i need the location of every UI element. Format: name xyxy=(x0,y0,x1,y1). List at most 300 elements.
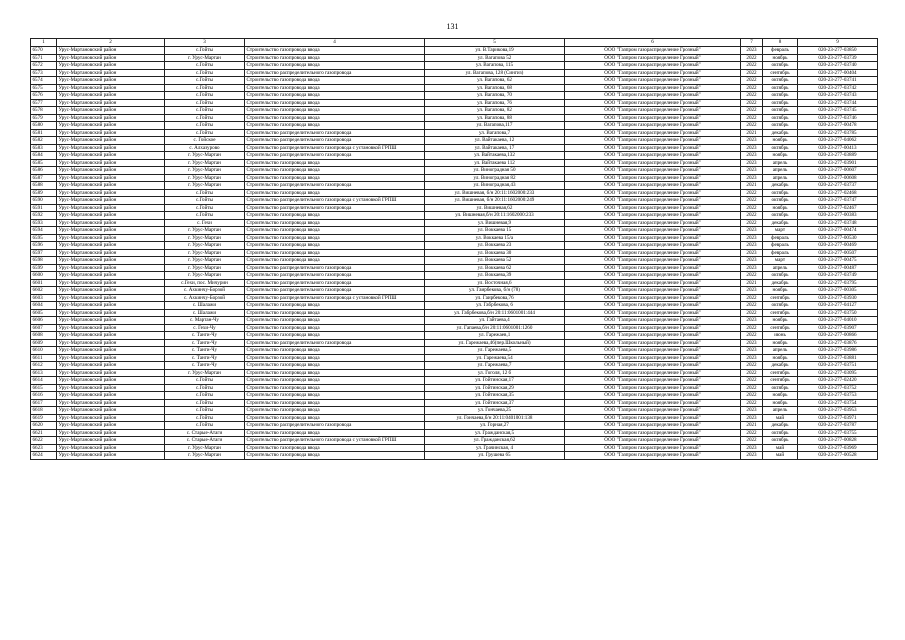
table-cell: ООО "Газпром газораспределение Грозный" xyxy=(565,347,741,355)
table-cell: 020-22-277-00866 xyxy=(798,332,878,340)
table-cell: Строительство газопровода ввода xyxy=(245,167,425,175)
table-cell: октябрь xyxy=(763,437,798,445)
table-cell: с.Гойты xyxy=(165,407,245,415)
table-row xyxy=(31,287,878,295)
table-cell: 020-23-277-02468 xyxy=(798,189,878,197)
table-cell: Урус-Мартановский район xyxy=(57,437,165,445)
table-cell: с.Гойты xyxy=(165,129,245,137)
table-cell: Урус-Мартановский район xyxy=(57,414,165,422)
table-cell: г. Урус-Мартан xyxy=(165,227,245,235)
table-cell: 2023 xyxy=(741,317,763,325)
table-cell: Строительство распределительного газопровода xyxy=(245,69,425,77)
table-row xyxy=(31,137,878,145)
table-cell: Строительство распределительного газопровода с установкой ГРПШ xyxy=(245,144,425,152)
table-cell: ООО "Газпром газораспределение Грозный" xyxy=(565,129,741,137)
table-cell: ноябрь xyxy=(763,339,798,347)
table-cell: ул. Вайтакаева 112 xyxy=(425,159,565,167)
table-cell: ООО "Газпром газораспределение Грозный" xyxy=(565,227,741,235)
table-cell: 020-23-277-00404 xyxy=(798,69,878,77)
table-row xyxy=(31,302,878,310)
table-cell: с. Шалажи xyxy=(165,302,245,310)
table-cell: с. Шалажи xyxy=(165,309,245,317)
table-cell: 2021 xyxy=(741,279,763,287)
table-cell: ноябрь xyxy=(763,152,798,160)
table-cell: май xyxy=(763,444,798,452)
table-cell: ул. Гарежаева,46(пер.Школьный) xyxy=(425,339,565,347)
table-row xyxy=(31,347,878,355)
table-cell: сентябрь xyxy=(763,69,798,77)
table-cell: 020-23-277-03752 xyxy=(798,384,878,392)
table-cell: ООО "Газпром газораспределение Грозный" xyxy=(565,272,741,280)
table-cell: 2023 xyxy=(741,242,763,250)
table-row xyxy=(31,324,878,332)
table-cell: ул. В.Тарикова,19 xyxy=(425,47,565,55)
table-cell: Строительство газопровода ввода xyxy=(245,77,425,85)
table-cell: 020-23-277-03969 xyxy=(798,444,878,452)
table-cell: с. Старые-Атаги xyxy=(165,437,245,445)
table-cell: Строительство газопровода ввода xyxy=(245,414,425,422)
table-cell: ул. Вагапова, 88 xyxy=(425,114,565,122)
table-cell: ул. Габрбекова, 6 xyxy=(425,302,565,310)
table-cell: 2022 xyxy=(741,62,763,70)
table-cell: 2022 xyxy=(741,197,763,205)
table-row xyxy=(31,99,878,107)
table-row xyxy=(31,129,878,137)
table-cell: 020-23-277-00474 xyxy=(798,227,878,235)
table-cell: апрель xyxy=(763,347,798,355)
table-cell: 2022 xyxy=(741,332,763,340)
table-cell: Урус-Мартановский район xyxy=(57,429,165,437)
table-cell: Урус-Мартановский район xyxy=(57,77,165,85)
table-cell: ул. Воккаева 62 xyxy=(425,264,565,272)
table-cell: 6577 xyxy=(31,99,57,107)
table-cell: 2022 xyxy=(741,204,763,212)
table-row xyxy=(31,362,878,370)
table-cell: ООО "Газпром газораспределение Грозный" xyxy=(565,189,741,197)
table-cell: ООО "Газпром газораспределение Грозный" xyxy=(565,197,741,205)
table-cell: Урус-Мартановский район xyxy=(57,47,165,55)
table-cell: ноябрь xyxy=(763,399,798,407)
table-cell: 2022 xyxy=(741,77,763,85)
table-cell: Урус-Мартановский район xyxy=(57,204,165,212)
table-cell: 2023 xyxy=(741,347,763,355)
table-cell: ул. Вайтакаева, 12 xyxy=(425,137,565,145)
table-cell: г. Урус-Мартан xyxy=(165,257,245,265)
table-cell: 6616 xyxy=(31,392,57,400)
table-cell: ООО "Газпром газораспределение Грозный" xyxy=(565,392,741,400)
table-body xyxy=(31,39,878,460)
table-cell: ул. Вагапова 52 xyxy=(425,54,565,62)
table-cell: ул. Вагапова, 82 xyxy=(425,107,565,115)
table-cell: ООО "Газпром газораспределение Грозный" xyxy=(565,174,741,182)
table-cell: ноябрь xyxy=(763,392,798,400)
table-cell: 6592 xyxy=(31,212,57,220)
table-cell: 020-23-277-00828 xyxy=(798,437,878,445)
table-cell: декабрь xyxy=(763,279,798,287)
table-cell: ООО "Газпром газораспределение Грозный" xyxy=(565,47,741,55)
table-cell: 2022 xyxy=(741,107,763,115)
table-cell: с.Гойты xyxy=(165,47,245,55)
table-cell: 6614 xyxy=(31,377,57,385)
table-cell: ООО "Газпром газораспределение Грозный" xyxy=(565,317,741,325)
table-cell: 020-23-277-00528 xyxy=(798,452,878,460)
table-cell: ООО "Газпром газораспределение Грозный" xyxy=(565,302,741,310)
table-cell: ул. Воккаева,39 xyxy=(425,272,565,280)
table-cell: май xyxy=(763,452,798,460)
table-cell: ООО "Газпром газораспределение Грозный" xyxy=(565,249,741,257)
table-cell: ноябрь xyxy=(763,137,798,145)
table-cell: с.Гойты xyxy=(165,392,245,400)
table-cell: Строительство газопровода ввода xyxy=(245,54,425,62)
table-cell: 020-22-277-03737 xyxy=(798,182,878,190)
table-cell: ООО "Газпром газораспределение Грозный" xyxy=(565,152,741,160)
table-cell: 6606 xyxy=(31,317,57,325)
table-cell: 2023 xyxy=(741,264,763,272)
table-cell: 6591 xyxy=(31,204,57,212)
table-cell: 6588 xyxy=(31,182,57,190)
table-cell: ул. Вишневая,б/н 20:11:1602000:233 xyxy=(425,212,565,220)
table-cell: с. Алхазурово xyxy=(165,144,245,152)
table-cell: ООО "Газпром газораспределение Грозный" xyxy=(565,54,741,62)
table-cell: г. Урус-Мартан xyxy=(165,249,245,257)
table-cell: ул. Гапаева,б/н 20:11:0601001:1260 xyxy=(425,324,565,332)
table-cell: Урус-Мартановский район xyxy=(57,62,165,70)
table-cell: ул. Вагапова,117 xyxy=(425,122,565,130)
table-cell: 6580 xyxy=(31,122,57,130)
table-cell: 020-23-277-03747 xyxy=(798,197,878,205)
table-cell: октябрь xyxy=(763,272,798,280)
table-cell: 020-23-277-03744 xyxy=(798,99,878,107)
table-cell: октябрь xyxy=(763,384,798,392)
table-cell: 6605 xyxy=(31,309,57,317)
table-cell: Урус-Мартановский район xyxy=(57,129,165,137)
table-cell: ООО "Газпром газораспределение Грозный" xyxy=(565,384,741,392)
table-cell: Строительство газопровода ввода xyxy=(245,332,425,340)
table-cell: г. Урус-Мартан xyxy=(165,272,245,280)
table-row xyxy=(31,414,878,422)
table-cell: 2021 xyxy=(741,182,763,190)
table-cell: 020-22-277-03095 xyxy=(798,369,878,377)
table-cell: февраль xyxy=(763,47,798,55)
table-cell: г. Урус-Мартан xyxy=(165,452,245,460)
table-cell: ООО "Газпром газораспределение Грозный" xyxy=(565,167,741,175)
table-cell: Строительство газопровода ввода xyxy=(245,444,425,452)
table-cell: Урус-Мартановский район xyxy=(57,174,165,182)
table-cell: Строительство газопровода ввода xyxy=(245,234,425,242)
table-cell: с.Гойты xyxy=(165,107,245,115)
table-cell: Строительство распределительного газопровода xyxy=(245,422,425,430)
table-cell: ООО "Газпром газораспределение Грозный" xyxy=(565,69,741,77)
table-row xyxy=(31,62,878,70)
table-cell: Урус-Мартановский район xyxy=(57,369,165,377)
table-cell: 2023 xyxy=(741,137,763,145)
table-cell: с.Гойты xyxy=(165,197,245,205)
table-cell: с.Гойты xyxy=(165,84,245,92)
table-cell: октябрь xyxy=(763,62,798,70)
table-cell: ноябрь xyxy=(763,354,798,362)
table-cell: с.Гойты xyxy=(165,114,245,122)
table-cell: 020-23-277-03901 xyxy=(798,159,878,167)
table-cell: ООО "Газпром газораспределение Грозный" xyxy=(565,107,741,115)
table-cell: Урус-Мартановский район xyxy=(57,114,165,122)
table-cell: 2023 xyxy=(741,414,763,422)
table-cell: ул. Вишневая,9 xyxy=(425,219,565,227)
table-cell: 2022 xyxy=(741,69,763,77)
table-cell: Строительство распределительного газопровода xyxy=(245,182,425,190)
table-cell: 2022 xyxy=(741,99,763,107)
table-cell: ул. Восточная,6 xyxy=(425,279,565,287)
table-row xyxy=(31,234,878,242)
table-cell: ул. Вишневая,62 xyxy=(425,204,565,212)
table-cell: ООО "Газпром газораспределение Грозный" xyxy=(565,399,741,407)
table-cell: октябрь xyxy=(763,122,798,130)
table-cell: ул. Гарежаев,1 xyxy=(425,332,565,340)
table-cell: ООО "Газпром газораспределение Грозный" xyxy=(565,309,741,317)
table-cell: ул. Вишневая, б/н 20:11:1602000:233 xyxy=(425,189,565,197)
table-cell: Строительство газопровода ввода xyxy=(245,309,425,317)
table-cell: 2023 xyxy=(741,174,763,182)
table-cell: ул. Габрбекова,б/н 20:11:0601001:444 xyxy=(425,309,565,317)
table-cell: апрель xyxy=(763,159,798,167)
table-cell: 2022 xyxy=(741,122,763,130)
table-cell: 2023 xyxy=(741,144,763,152)
table-cell: ул. Вагапова, 76 xyxy=(425,99,565,107)
table-cell: 6586 xyxy=(31,167,57,175)
table-cell: Урус-Мартановский район xyxy=(57,279,165,287)
table-row xyxy=(31,197,878,205)
table-cell: ООО "Газпром газораспределение Грозный" xyxy=(565,437,741,445)
table-row xyxy=(31,332,878,340)
column-header: 4 xyxy=(245,39,425,47)
table-cell: 2022 xyxy=(741,399,763,407)
table-cell: 020-23-277-03850 xyxy=(798,47,878,55)
table-cell: октябрь xyxy=(763,212,798,220)
table-cell: Строительство газопровода ввода xyxy=(245,429,425,437)
table-cell: ноябрь xyxy=(763,287,798,295)
table-cell: 6609 xyxy=(31,339,57,347)
table-cell: 020-23-277-03753 xyxy=(798,392,878,400)
table-cell: Строительство газопровода ввода xyxy=(245,407,425,415)
table-cell: Урус-Мартановский район xyxy=(57,137,165,145)
table-cell: октябрь xyxy=(763,144,798,152)
table-cell: 6621 xyxy=(31,429,57,437)
table-cell: Урус-Мартановский район xyxy=(57,212,165,220)
table-cell: с. Танги-Чу xyxy=(165,332,245,340)
table-cell: 020-23-277-03743 xyxy=(798,92,878,100)
table-row xyxy=(31,167,878,175)
table-cell: Строительство газопровода ввода xyxy=(245,114,425,122)
table-cell: ул. Гойтинская,17 xyxy=(425,377,565,385)
table-cell: 2022 xyxy=(741,272,763,280)
table-cell: Строительство газопровода ввода xyxy=(245,362,425,370)
table-cell: Урус-Мартановский район xyxy=(57,399,165,407)
table-cell: сентябрь xyxy=(763,309,798,317)
table-cell: Строительство распределительного газопровода xyxy=(245,264,425,272)
table-cell: 6573 xyxy=(31,69,57,77)
table-cell: ООО "Газпром газораспределение Грозный" xyxy=(565,279,741,287)
table-cell: с.Гойты xyxy=(165,212,245,220)
table-cell: Урус-Мартановский район xyxy=(57,152,165,160)
table-row xyxy=(31,227,878,235)
table-cell: г. Урус-Мартан xyxy=(165,182,245,190)
table-cell: 2023 xyxy=(741,407,763,415)
table-row xyxy=(31,174,878,182)
table-cell: апрель xyxy=(763,264,798,272)
table-cell: ООО "Газпром газораспределение Грозный" xyxy=(565,332,741,340)
table-cell: 2022 xyxy=(741,54,763,62)
table-cell: апрель xyxy=(763,167,798,175)
table-cell: ООО "Газпром газораспределение Грозный" xyxy=(565,204,741,212)
table-cell: 020-23-277-03739 xyxy=(798,54,878,62)
table-cell: ул. Вайтакаева,132 xyxy=(425,152,565,160)
table-cell: ул. Воккаева 15 xyxy=(425,227,565,235)
table-cell: ул. Виноградная 50 xyxy=(425,167,565,175)
table-cell: 020-23-277-03742 xyxy=(798,84,878,92)
table-cell: 020-23-277-03750 xyxy=(798,309,878,317)
table-cell: с.Гойты xyxy=(165,377,245,385)
table-cell: 2022 xyxy=(741,324,763,332)
table-cell: 020-23-277-04010 xyxy=(798,317,878,325)
column-header: 8 xyxy=(763,39,798,47)
table-cell: Строительство газопровода ввода xyxy=(245,369,425,377)
table-cell: Строительство газопровода ввода xyxy=(245,84,425,92)
table-cell: ООО "Газпром газораспределение Грозный" xyxy=(565,414,741,422)
table-cell: март xyxy=(763,227,798,235)
table-cell: 6620 xyxy=(31,422,57,430)
page-number: 131 xyxy=(446,22,459,31)
table-cell: ул. Воккаева 15/а xyxy=(425,234,565,242)
table-cell: Урус-Мартановский район xyxy=(57,354,165,362)
table-cell: Урус-Мартановский район xyxy=(57,249,165,257)
table-cell: октябрь xyxy=(763,429,798,437)
table-cell: ООО "Газпром газораспределение Грозный" xyxy=(565,92,741,100)
table-cell: Урус-Мартановский район xyxy=(57,362,165,370)
table-row xyxy=(31,354,878,362)
table-cell: ул. Гаирбекова,76 xyxy=(425,294,565,302)
table-cell: 020-23-277-03745 xyxy=(798,107,878,115)
table-cell: 020-23-277-00608 xyxy=(798,174,878,182)
table-row xyxy=(31,144,878,152)
table-cell: ООО "Газпром газораспределение Грозный" xyxy=(565,407,741,415)
table-cell: 6594 xyxy=(31,227,57,235)
table-cell: 020-22-277-03907 xyxy=(798,324,878,332)
table-cell: октябрь xyxy=(763,189,798,197)
table-cell: Строительство газопровода ввода xyxy=(245,302,425,310)
table-cell: сентябрь xyxy=(763,377,798,385)
table-cell: 2021 xyxy=(741,422,763,430)
table-cell: ул. Воккаева 30 xyxy=(425,249,565,257)
table-cell: 020-23-277-03971 xyxy=(798,414,878,422)
table-cell: Строительство распределительного газопровода с установкой ГРПШ xyxy=(245,197,425,205)
table-cell: Строительство газопровода ввода xyxy=(245,47,425,55)
table-cell: ул. Виноградная,43 xyxy=(425,182,565,190)
table-cell: 6612 xyxy=(31,362,57,370)
table-cell: Урус-Мартановский район xyxy=(57,347,165,355)
table-cell: г. Урус-Мартан xyxy=(165,167,245,175)
table-cell: 2022 xyxy=(741,114,763,122)
table-cell: Строительство газопровода ввода xyxy=(245,227,425,235)
table-cell: 2021 xyxy=(741,129,763,137)
table-cell: 2023 xyxy=(741,167,763,175)
table-cell: Строительство распределительного газопровода xyxy=(245,137,425,145)
table-cell: июнь xyxy=(763,332,798,340)
table-row xyxy=(31,54,878,62)
table-cell: 2023 xyxy=(741,452,763,460)
table-cell: 020-23-277-00305 xyxy=(798,287,878,295)
table-cell: 6623 xyxy=(31,444,57,452)
table-cell: декабрь xyxy=(763,182,798,190)
table-row xyxy=(31,159,878,167)
table-row xyxy=(31,429,878,437)
table-cell: 020-23-277-00475 xyxy=(798,257,878,265)
table-cell: 6581 xyxy=(31,129,57,137)
table-cell: с.Гойты xyxy=(165,384,245,392)
table-cell: 020-23-277-03881 xyxy=(798,354,878,362)
table-cell: сентябрь xyxy=(763,294,798,302)
table-cell: 2022 xyxy=(741,362,763,370)
table-cell: с.Гойты xyxy=(165,399,245,407)
table-cell: 6613 xyxy=(31,369,57,377)
table-row xyxy=(31,182,878,190)
table-cell: 6599 xyxy=(31,264,57,272)
table-row xyxy=(31,422,878,430)
table-cell: 2023 xyxy=(741,444,763,452)
table-cell: 2023 xyxy=(741,234,763,242)
table-cell: с.Гойты xyxy=(165,204,245,212)
table-cell: Урус-Мартановский район xyxy=(57,234,165,242)
table-cell: ООО "Газпром газораспределение Грозный" xyxy=(565,114,741,122)
table-cell: 2022 xyxy=(741,437,763,445)
table-cell: 6584 xyxy=(31,152,57,160)
table-cell: 2022 xyxy=(741,392,763,400)
table-cell: 6600 xyxy=(31,272,57,280)
table-cell: 020-23-277-00383 xyxy=(798,212,878,220)
table-cell: Урус-Мартановский район xyxy=(57,302,165,310)
table-cell: ООО "Газпром газораспределение Грозный" xyxy=(565,339,741,347)
table-cell: 020-23-277-03749 xyxy=(798,272,878,280)
table-cell: Урус-Мартановский район xyxy=(57,107,165,115)
table-cell: февраль xyxy=(763,234,798,242)
table-cell: октябрь xyxy=(763,99,798,107)
table-header-row xyxy=(31,39,878,47)
table-row xyxy=(31,189,878,197)
table-cell: Строительство распределительного газопровода xyxy=(245,129,425,137)
table-cell: Строительство газопровода ввода xyxy=(245,324,425,332)
table-cell: 2023 xyxy=(741,287,763,295)
table-cell: 020-23-277-03741 xyxy=(798,77,878,85)
table-cell: Строительство газопровода ввода xyxy=(245,107,425,115)
table-cell: Строительство газопровода ввода xyxy=(245,377,425,385)
table-cell: 6596 xyxy=(31,242,57,250)
column-header: 9 xyxy=(798,39,878,47)
table-cell: октябрь xyxy=(763,92,798,100)
table-cell: ООО "Газпром газораспределение Грозный" xyxy=(565,377,741,385)
table-row xyxy=(31,219,878,227)
column-header: 6 xyxy=(565,39,741,47)
table-cell: октябрь xyxy=(763,114,798,122)
table-cell: Строительство распределительного газопровода xyxy=(245,339,425,347)
table-cell: Урус-Мартановский район xyxy=(57,309,165,317)
table-cell: ул. Гойтинская,37 xyxy=(425,399,565,407)
table-cell: 020-23-277-02467 xyxy=(798,204,878,212)
table-cell: 2022 xyxy=(741,92,763,100)
table-cell: ул. Гарежаева,54 xyxy=(425,354,565,362)
table-cell: Строительство газопровода ввода xyxy=(245,99,425,107)
table-cell: декабрь xyxy=(763,129,798,137)
table-cell: 6601 xyxy=(31,279,57,287)
table-cell: с. Танги-Чу xyxy=(165,347,245,355)
table-row xyxy=(31,399,878,407)
